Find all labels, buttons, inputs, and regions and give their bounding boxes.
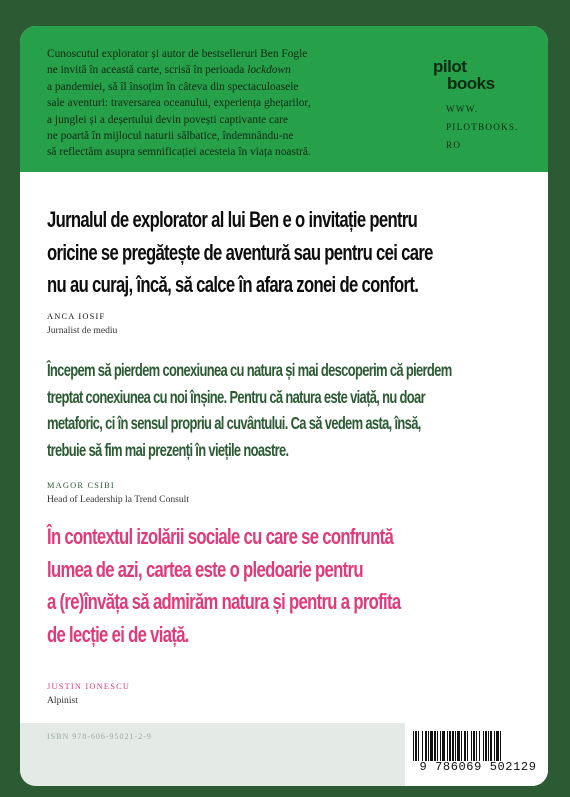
intro-line: ne invită în această carte, scrisă în perioada (47, 64, 248, 77)
quote-line: trebuie să fim mai prezenți în viețile noastre. (47, 439, 289, 460)
barcode-bar (449, 731, 451, 761)
intro-line: Cunoscutul explorator și autor de bestselleruri Ben Fogle (47, 48, 308, 60)
website-line: PILOTBOOKS. (446, 122, 519, 132)
barcode-bar (485, 731, 487, 761)
barcode (405, 723, 548, 786)
barcode-bar (415, 731, 417, 761)
logo-word-books: books (447, 74, 495, 93)
isbn-text: ISBN 978-606-95021-2-9 (47, 732, 152, 741)
barcode-bar (447, 731, 448, 761)
barcode-bar (488, 731, 489, 761)
quote-line: de lecție ei de viață. (47, 621, 189, 647)
barcode-bar (457, 731, 460, 761)
publisher-website (446, 100, 519, 154)
barcode-bar (479, 731, 480, 761)
quote-line: În contextul izolării sociale cu care se confruntă (47, 524, 394, 549)
quote-1 (47, 204, 433, 302)
barcode-bar (483, 731, 484, 761)
intro-band (20, 26, 548, 172)
barcode-bar (496, 731, 499, 761)
cover-card (20, 26, 548, 786)
website-line: WWW. (446, 104, 479, 114)
intro-line: ne poartă în mijlocul naturii sălbatice, îndemnându-ne (47, 130, 294, 143)
barcode-bar (476, 731, 477, 761)
quote-2 (47, 357, 452, 463)
barcode-bar (442, 731, 445, 761)
quote-line: metaforic, ci în sensul propriu al cuvântului. Ca să vedem asta, însă, (47, 413, 421, 434)
barcode-number: 9 786069 502129 (419, 760, 537, 774)
barcode-bar (440, 731, 441, 761)
quote-3-role: Alpinist (47, 695, 78, 706)
barcode-bar (490, 731, 492, 761)
barcode-bar (430, 731, 433, 761)
quote-line: a (re)învăța să admirăm natura și pentru a profita (47, 589, 401, 614)
quote-2-author: MAGOR CSIBI (47, 481, 115, 490)
barcode-bar (500, 731, 501, 761)
barcode-bar (494, 731, 495, 761)
barcode-bar (461, 731, 462, 761)
intro-line: sale aventuri: traversarea oceanului, experiența ghețarilor, (47, 97, 311, 110)
barcode-bar (418, 731, 419, 761)
quote-line: lumea de azi, cartea este o pledoarie pentru (47, 556, 363, 582)
barcode-bar (413, 731, 414, 761)
logo-word-pilot: pilot (433, 57, 467, 76)
quote-line: oricine se pregătește de aventură sau pentru cei care (47, 239, 433, 265)
barcode-bar (437, 731, 438, 761)
intro-line: a junglei și a deșertului devin povești captivante care (47, 113, 289, 126)
barcode-bar (452, 731, 454, 761)
barcode-bar (455, 731, 456, 761)
quote-line: nu au curaj, încă, să calce în afara zonei de confort. (47, 272, 419, 297)
intro-line: să reflectăm asupra semnificației acesteia în viața noastră. (47, 146, 311, 159)
quote-3-author: JUSTIN IONESCU (47, 682, 131, 691)
barcode-bars (413, 731, 541, 761)
publisher-logo (433, 58, 495, 92)
quote-line: Jurnalul de explorator al lui Ben e o invitație pentru (47, 207, 418, 232)
barcode-bar (428, 731, 429, 761)
quote-3 (47, 521, 400, 651)
barcode-bar (434, 731, 436, 761)
intro-line: a pandemiei, să îl însoțim în câteva din spectaculoasele (47, 80, 299, 93)
website-line: RO (446, 140, 462, 150)
quote-line: treptat conexiunea cu noi înșine. Pentru că natura este viață, nu doar (47, 386, 425, 407)
quote-line: Începem să pierdem conexiunea cu natura și mai descoperim că pierdem (47, 360, 452, 380)
barcode-bar (467, 731, 468, 761)
quote-1-role: Jurnalist de mediu (47, 325, 118, 336)
intro-blurb (47, 46, 397, 161)
barcode-bar (464, 731, 466, 761)
intro-emphasis: lockdown (247, 64, 291, 77)
barcode-bar (425, 731, 427, 761)
quote-2-role: Head of Leadership la Trend Consult (47, 494, 190, 505)
barcode-bar (422, 731, 423, 761)
quote-1-author: ANCA IOSIF (47, 312, 106, 321)
barcode-bar (471, 731, 472, 761)
barcode-bar (473, 731, 475, 761)
